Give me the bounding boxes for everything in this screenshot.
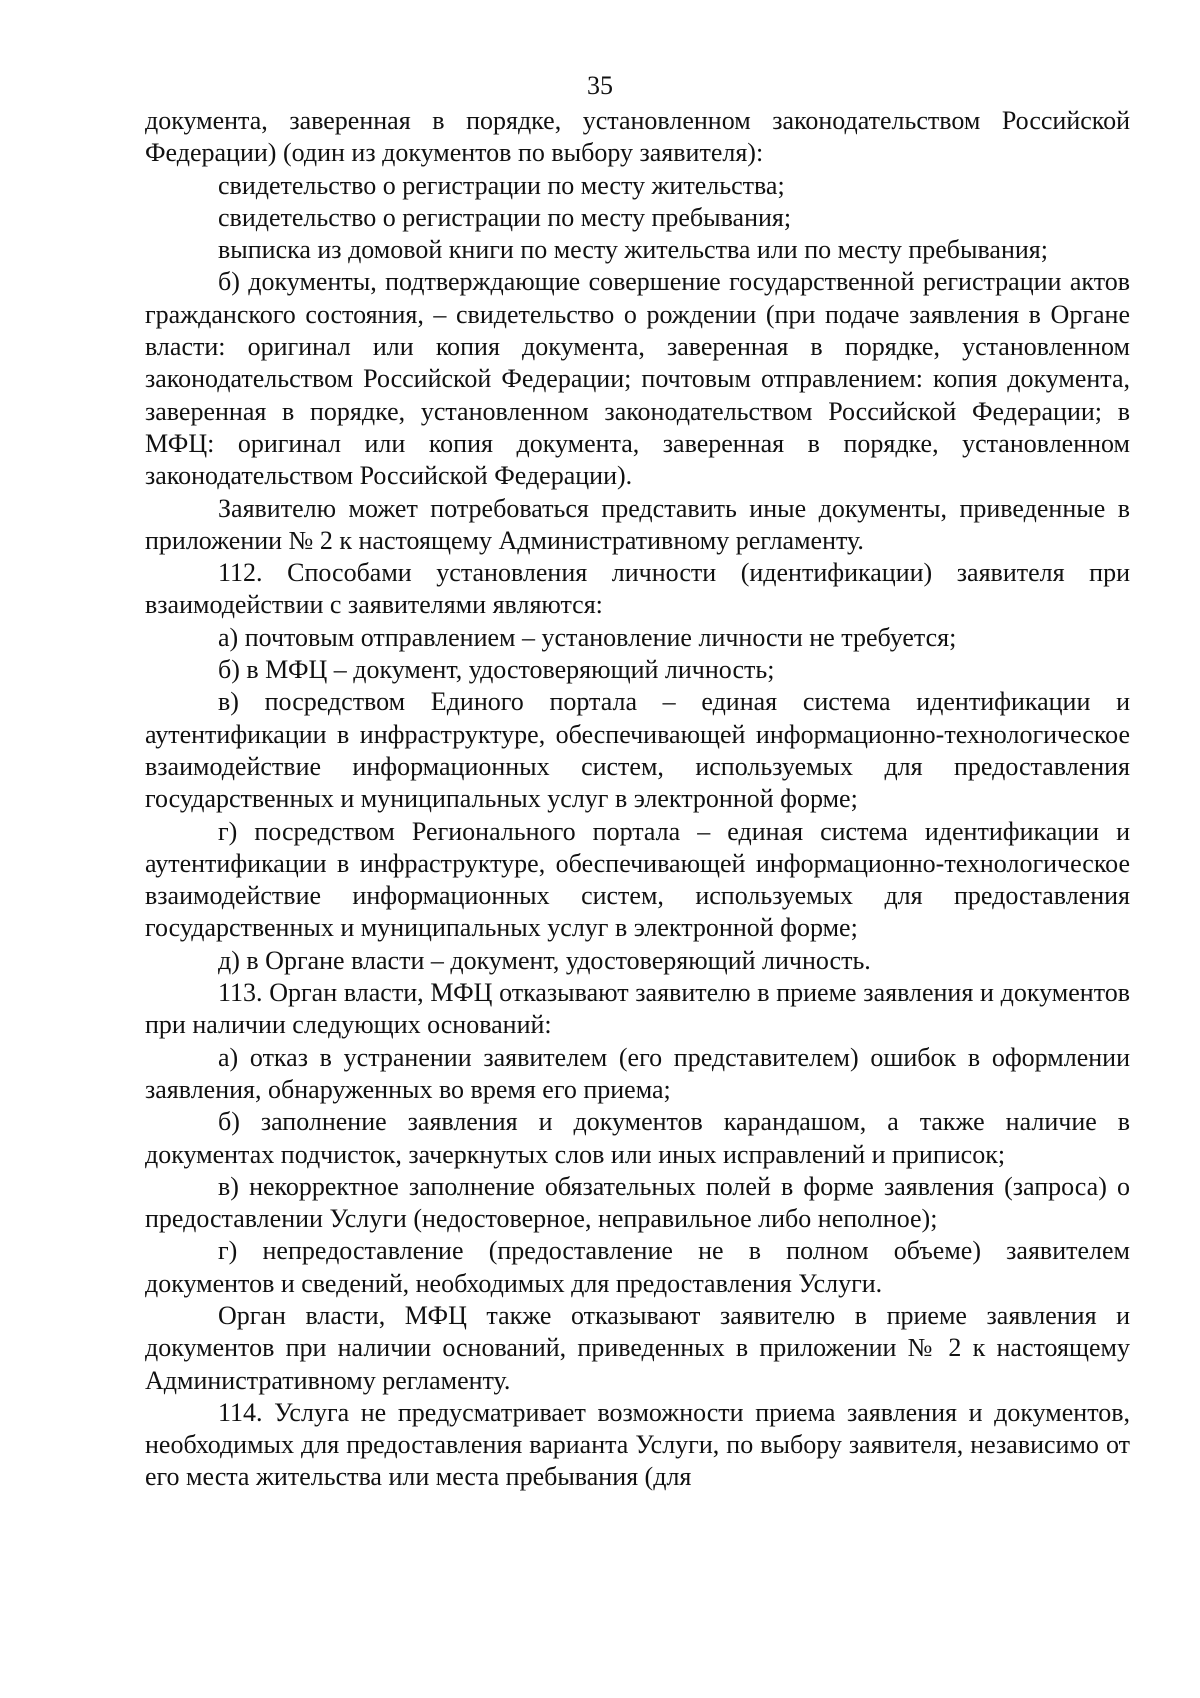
paragraph: в) некорректное заполнение обязательных полей в форме заявления (запроса) о предоставлении Услуги (недостоверное, неправильное либо неполное); (145, 1171, 1130, 1234)
paragraph: б) в МФЦ – документ, удостоверяющий личность; (218, 655, 775, 685)
document-body (145, 105, 1130, 1494)
paragraph: б) документы, подтверждающие совершение государственной регистрации актов гражданского состояния, – свидетельство о рождении (при подаче заявления в Органе власти: оригинал или копия документа, заверенная в порядке, установленном законодательством Российской Федерации; почтовым отправлением: копия документа, заверенная в порядке, установленном законодательством Российской Федерации; в МФЦ: оригинал или копия документа, заверенная в порядке, установленном законодательством Российской Федерации). (145, 267, 1130, 491)
paragraph: г) непредоставление (предоставление не в полном объеме) заявителем документов и сведений, необходимых для предоставления Услуги. (145, 1236, 1130, 1298)
paragraph: документа, заверенная в порядке, установленном законодательством Российской Федерации) (один из документов по выбору заявителя): (145, 106, 1130, 168)
paragraph: свидетельство о регистрации по месту жительства; (218, 170, 785, 200)
paragraph: в) посредством Единого портала – единая система идентификации и аутентификации в инфраструктуре, обеспечивающей информационно-технологическое взаимодействие информационных систем, используемых для предоставления государственных и муниципальных услуг в электронной форме; (145, 687, 1130, 814)
paragraph: д) в Органе власти – документ, удостоверяющий личность. (218, 945, 871, 975)
paragraph: свидетельство о регистрации по месту пребывания; (218, 202, 792, 232)
paragraph: Заявителю может потребоваться представить иные документы, приведенные в приложении № 2 к настоящему Административному регламенту. (145, 493, 1130, 555)
paragraph: 114. Услуга не предусматривает возможности приема заявления и документов, необходимых для предоставления варианта Услуги, по выбору заявителя, независимо от его места жительства или места пребывания (для (145, 1397, 1130, 1492)
paragraph: а) почтовым отправлением – установление личности не требуется; (218, 622, 957, 652)
paragraph: 112. Способами установления личности (идентификации) заявителя при взаимодействии с заявителями являются: (145, 558, 1130, 620)
paragraph: г) посредством Регионального портала – единая система идентификации и аутентификации в инфраструктуре, обеспечивающей информационно-технологическое взаимодействие информационных систем, используемых для предоставления государственных и муниципальных услуг в электронной форме; (145, 816, 1130, 943)
paragraph: 113. Орган власти, МФЦ отказывают заявителю в приеме заявления и документов при наличии следующих оснований: (145, 978, 1130, 1040)
paragraph: выписка из домовой книги по месту жительства или по месту пребывания; (218, 235, 1048, 265)
page-number: 35 (587, 71, 613, 100)
paragraph: б) заполнение заявления и документов карандашом, а также наличие в документах подчисток, зачеркнутых слов или иных исправлений и приписок; (145, 1107, 1130, 1169)
paragraph: Орган власти, МФЦ также отказывают заявителю в приеме заявления и документов при наличии оснований, приведенных в приложении № 2 к настоящему Административному регламенту. (145, 1300, 1130, 1395)
paragraph: а) отказ в устранении заявителем (его представителем) ошибок в оформлении заявления, обнаруженных во время его приема; (145, 1042, 1130, 1104)
